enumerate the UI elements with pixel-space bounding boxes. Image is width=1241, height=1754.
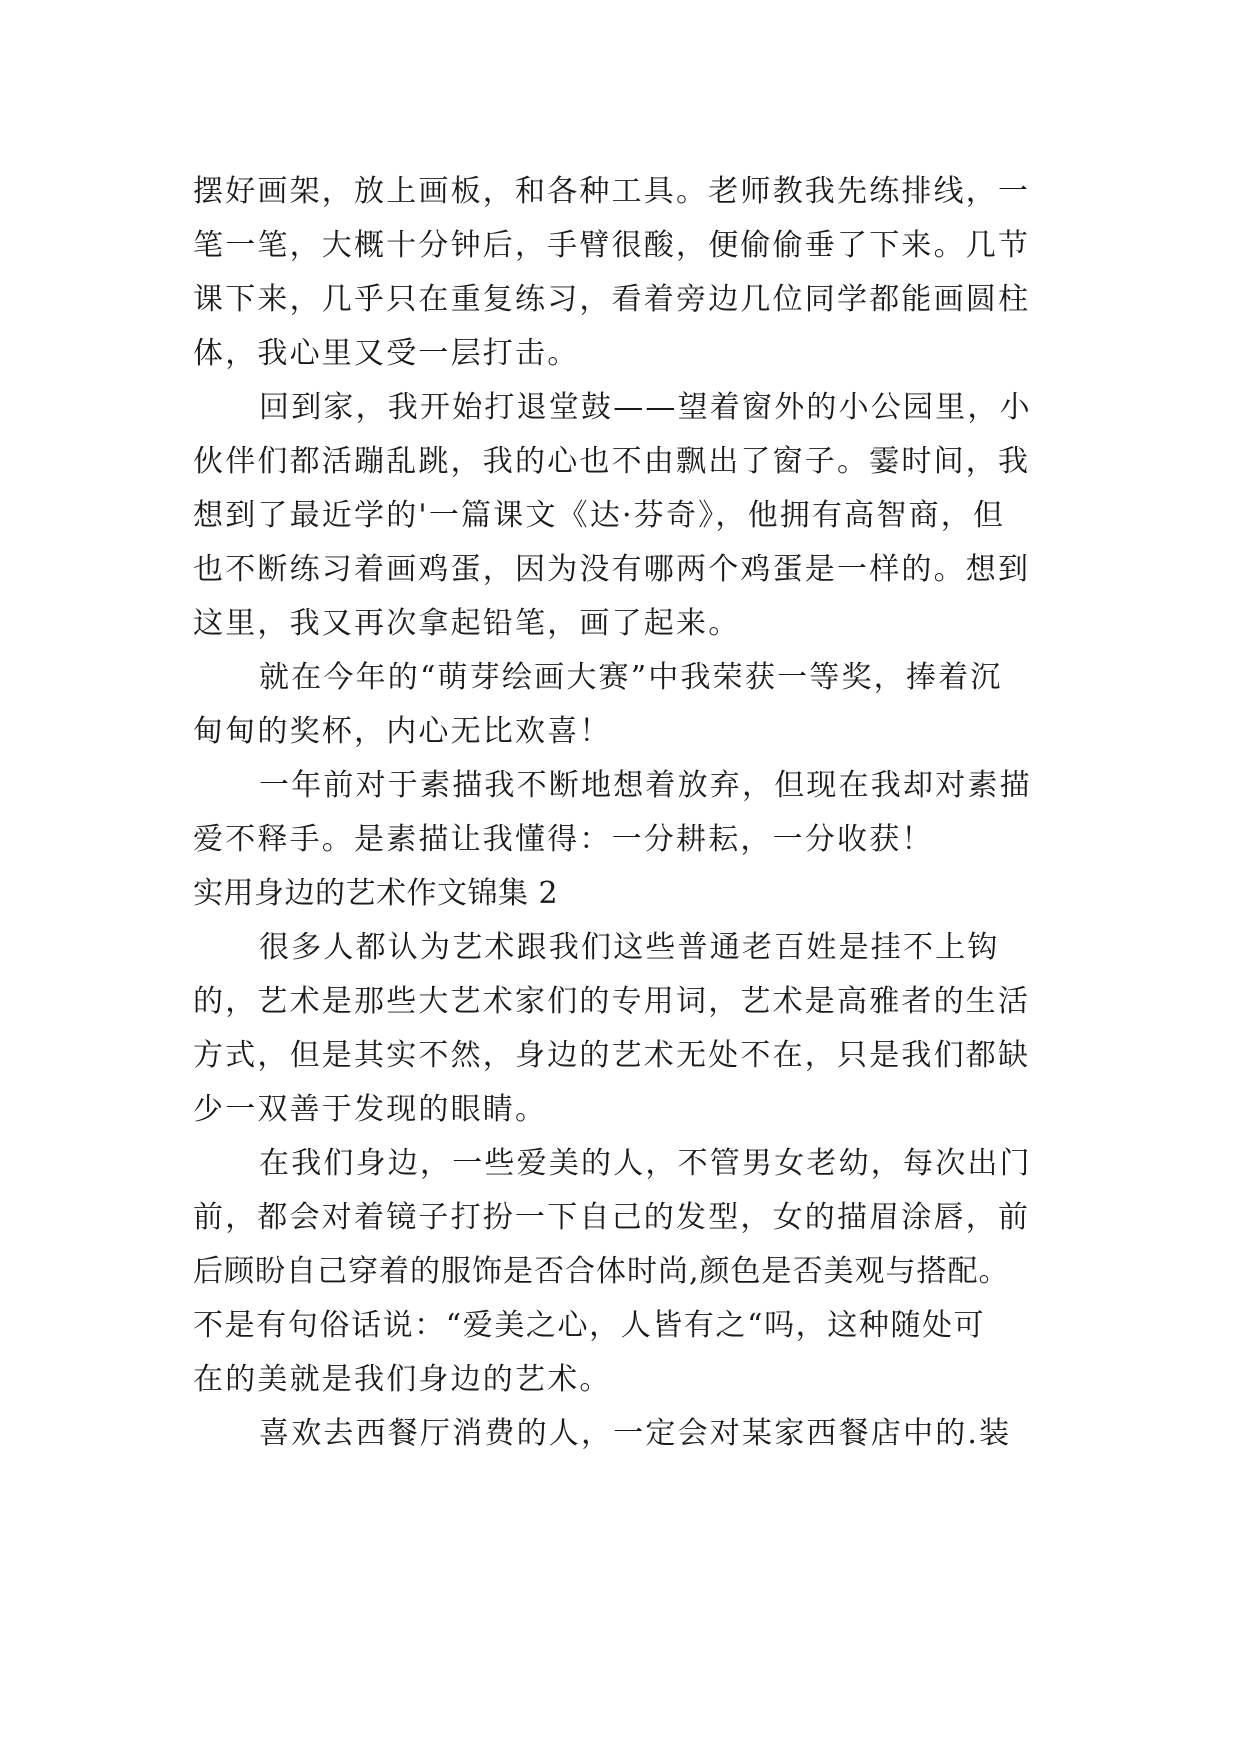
paragraph-4 xyxy=(193,759,1053,867)
text-line: 方式，但是其实不然，身边的艺术无处不在，只是我们都缺 xyxy=(193,1038,1031,1073)
text-line: 摆好画架，放上画板，和各种工具。老师教我先练排线，一 xyxy=(193,174,1031,209)
text-line: 回到家，我开始打退堂鼓——望着窗外的小公园里，小 xyxy=(259,390,1032,425)
paragraph-6 xyxy=(193,1137,1053,1407)
text-line: 喜欢去西餐厅消费的人，一定会对某家西餐店中的.装 xyxy=(259,1416,1012,1451)
text-line: 前，都会对着镜子打扮一下自己的发型，女的描眉涂唇，前 xyxy=(193,1200,1031,1235)
text-line: 不是有句俗话说：“爱美之心，人皆有之“吗，这种随处可 xyxy=(193,1308,986,1343)
text-line: 就在今年的“萌芽绘画大赛”中我荣获一等奖，捧着沉 xyxy=(259,660,1003,695)
text-line: 课下来，几乎只在重复练习，看着旁边几位同学都能画圆柱 xyxy=(193,282,1031,317)
document-page xyxy=(193,165,1053,1461)
text-line: 也不断练习着画鸡蛋，因为没有哪两个鸡蛋是一样的。想到 xyxy=(193,552,1031,587)
text-line: 在我们身边，一些爱美的人，不管男女老幼，每次出门 xyxy=(259,1146,1032,1181)
section-heading: 实用身边的艺术作文锦集 2 xyxy=(193,876,559,911)
text-line: 很多人都认为艺术跟我们这些普通老百姓是挂不上钩 xyxy=(259,930,1000,965)
text-line: 笔一笔，大概十分钟后，手臂很酸，便偷偷垂了下来。几节 xyxy=(193,228,1031,263)
paragraph-3 xyxy=(193,651,1053,759)
text-line: 伙伴们都活蹦乱跳，我的心也不由飘出了窗子。霎时间，我 xyxy=(193,444,1031,479)
text-line: 后顾盼自己穿着的服饰是否合体时尚,颜色是否美观与搭配。 xyxy=(193,1254,1010,1289)
text-line: 这里，我又再次拿起铅笔，画了起来。 xyxy=(193,606,741,641)
text-line: 想到了最近学的'一篇课文《达·芬奇》，他拥有高智商，但 xyxy=(193,498,1006,533)
paragraph-1 xyxy=(193,165,1053,381)
paragraph-7 xyxy=(193,1407,1053,1461)
text-line: 在的美就是我们身边的艺术。 xyxy=(193,1362,612,1397)
paragraph-2 xyxy=(193,381,1053,651)
text-line: 一年前对于素描我不断地想着放弃，但现在我却对素描 xyxy=(259,768,1032,803)
text-line: 少一双善于发现的眼睛。 xyxy=(193,1092,548,1127)
text-line: 甸甸的奖杯，内心无比欢喜！ xyxy=(193,714,612,749)
text-line: 体，我心里又受一层打击。 xyxy=(193,336,580,371)
paragraph-5 xyxy=(193,921,1053,1137)
text-line: 爱不释手。是素描让我懂得：一分耕耘，一分收获！ xyxy=(193,822,934,857)
text-line: 的，艺术是那些大艺术家们的专用词，艺术是高雅者的生活 xyxy=(193,984,1031,1019)
